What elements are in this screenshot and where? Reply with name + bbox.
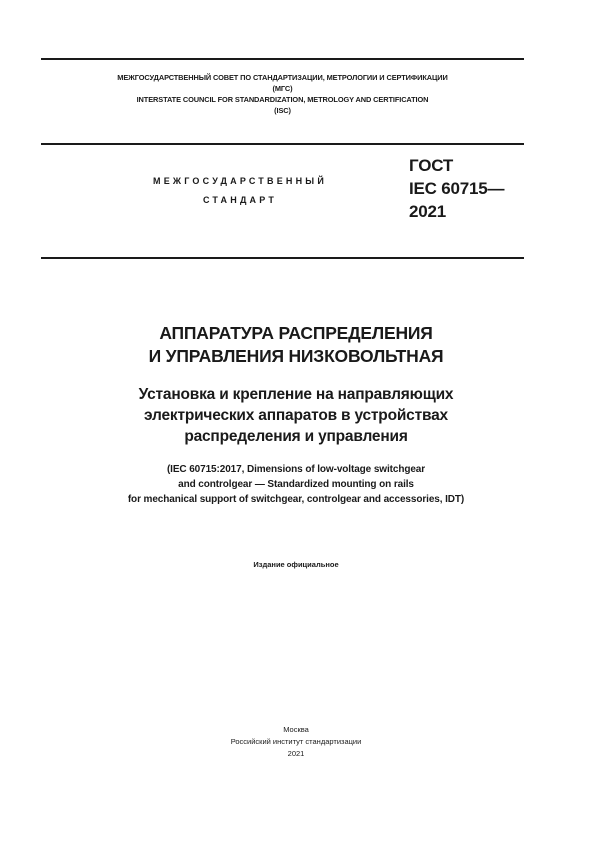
document-title	[41, 322, 551, 368]
title-line1: АППАРАТУРА РАСПРЕДЕЛЕНИЯ	[159, 323, 433, 343]
document-subtitle	[41, 384, 551, 447]
council-name-ru: МЕЖГОСУДАРСТВЕННЫЙ СОВЕТ ПО СТАНДАРТИЗАЦИИ, МЕТРОЛОГИИ И СЕРТИФИКАЦИИ	[117, 73, 448, 82]
standard-kind-line1: МЕЖГОСУДАРСТВЕННЫЙ	[153, 176, 327, 186]
subtitle-line3: распределения и управления	[184, 428, 408, 445]
subtitle-line1: Установка и крепление на направляющих	[138, 386, 454, 403]
designation-year: 2021	[409, 202, 447, 221]
iec-reference	[41, 462, 551, 507]
middle-rule	[41, 143, 524, 145]
bottom-rule	[41, 257, 524, 259]
designation-prefix: ГОСТ	[409, 156, 454, 175]
iec-reference-line3: for mechanical support of switchgear, controlgear and accessories, IDT)	[127, 494, 465, 505]
standard-kind	[95, 172, 385, 210]
imprint-publisher: Российский институт стандартизации	[230, 737, 362, 746]
standard-kind-line2: СТАНДАРТ	[202, 195, 278, 205]
subtitle-line2: электрических аппаратов в устройствах	[144, 407, 448, 424]
designation-number: IEC 60715—	[409, 179, 505, 198]
imprint	[41, 724, 551, 760]
council-abbr-ru: (МГС)	[272, 84, 293, 93]
council-abbr-en: (ISC)	[274, 106, 291, 115]
iec-reference-line1: (IEC 60715:2017, Dimensions of low-voltage switchgear	[166, 464, 426, 475]
standard-designation	[409, 154, 504, 223]
edition-note: Издание официальное	[253, 560, 339, 569]
iec-reference-line2: and controlgear — Standardized mounting on rails	[178, 479, 414, 490]
imprint-year: 2021	[287, 749, 305, 758]
top-rule	[41, 58, 524, 60]
title-line2: И УПРАВЛЕНИЯ НИЗКОВОЛЬТНАЯ	[148, 346, 444, 366]
council-header	[41, 72, 524, 116]
council-name-en: INTERSTATE COUNCIL FOR STANDARDIZATION, METROLOGY AND CERTIFICATION	[136, 95, 429, 104]
imprint-city: Москва	[283, 725, 309, 734]
